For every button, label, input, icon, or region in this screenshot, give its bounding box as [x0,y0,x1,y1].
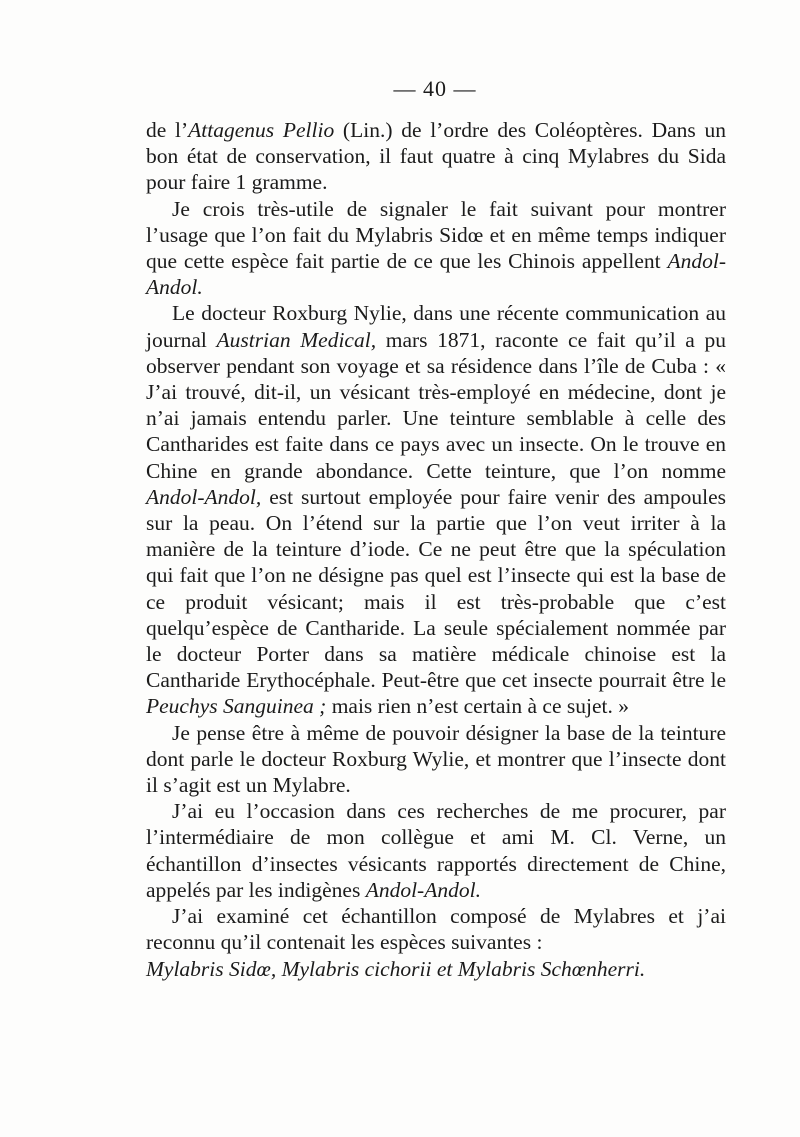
paragraph-1-text: de l’ [146,118,189,142]
paragraph-1-italic: Attagenus Pellio [188,118,335,142]
paragraph-3-italic: Austrian Medical, [216,327,377,352]
paragraph-3-text-mid-2: est surtout employée pour faire venir des ampoules sur la peau. On l’étend sur la partie que l’on veut irriter à la manière de la teinture d’iode. Ce ne peut être que la spéculation qui fait que l’on ne désigne pas quel est l’insecte qui est la base de ce produit vésicant; mais il est très-probable que c’est quelqu’espèce de Cantharide. La seule spécialement nommée par le docteur Porter dans sa matière médicale chinoise est la Cantharide Erythocéphale. Peut-être que cet insecte pourrait être le [146,484,726,693]
paragraph-3-text-mid: mars 1871, raconte ce fait qu’il a pu observer pendant son voyage et sa résidence dans l’île de Cuba : « J’ai trouvé, dit-il, un vésicant très-employé en médecine, dont je n’ai jamais entendu parler. Une teinture semblable à celle des Cantharides est faite dans ce pays avec un insecte. On le trouve en Chine en grande abondance. Cette teinture, que l’on nomme [146,327,726,483]
body-text [146,117,726,982]
paragraph-2 [146,196,726,301]
paragraph-3-text: Le docteur Roxburg Nylie, dans une récente communication au journal [146,301,726,352]
paragraph-2-text: Je crois très-utile de signaler le fait suivant pour montrer l’usage que l’on fait du Mylabris Sidœ et en même temps indiquer que cette espèce fait partie de ce que les Chinois appellent [146,196,726,274]
paragraph-6-text: J’ai examiné cet échantillon composé de Mylabres et j’ai reconnu qu’il contenait les espèces suivantes : [146,904,726,955]
paragraph-5 [146,798,726,903]
paragraph-5-text: J’ai eu l’occasion dans ces recherches de me procurer, par l’intermédiaire de mon collègue et ami M. Cl. Verne, un échantillon d’insectes vésicants rapportés directement de Chine, appelés par les indigènes [146,799,726,902]
paragraph-4 [146,720,726,799]
paragraph-3-italic-3: Peuchys Sanguinea ; [146,694,327,719]
paragraph-3 [146,300,726,719]
paragraph-4-text: Je pense être à même de pouvoir désigner la base de la teinture dont parle le docteur Roxburg Wylie, et montrer que l’insecte dont il s’agit est un Mylabre. [146,720,726,798]
paragraph-6 [146,903,726,955]
paragraph-1-text-end: (Lin.) de l’ordre des Coléoptères. Dans un bon état de conservation, il faut quatre à cinq Mylabres du Sida pour faire 1 gramme. [146,118,726,195]
paragraph-1 [146,117,726,196]
page-number: — 40 — [393,76,477,101]
paragraph-5-italic: Andol-Andol. [365,877,481,902]
paragraph-3-text-end: mais rien n’est certain à ce sujet. » [326,694,629,719]
paragraph-2-italic: Andol-Andol. [146,249,726,300]
paragraph-3-italic-2: Andol-Andol, [146,484,262,509]
species-list: Mylabris Sidœ, Mylabris cichorii et Mylabris Schœnherri. [146,956,646,981]
